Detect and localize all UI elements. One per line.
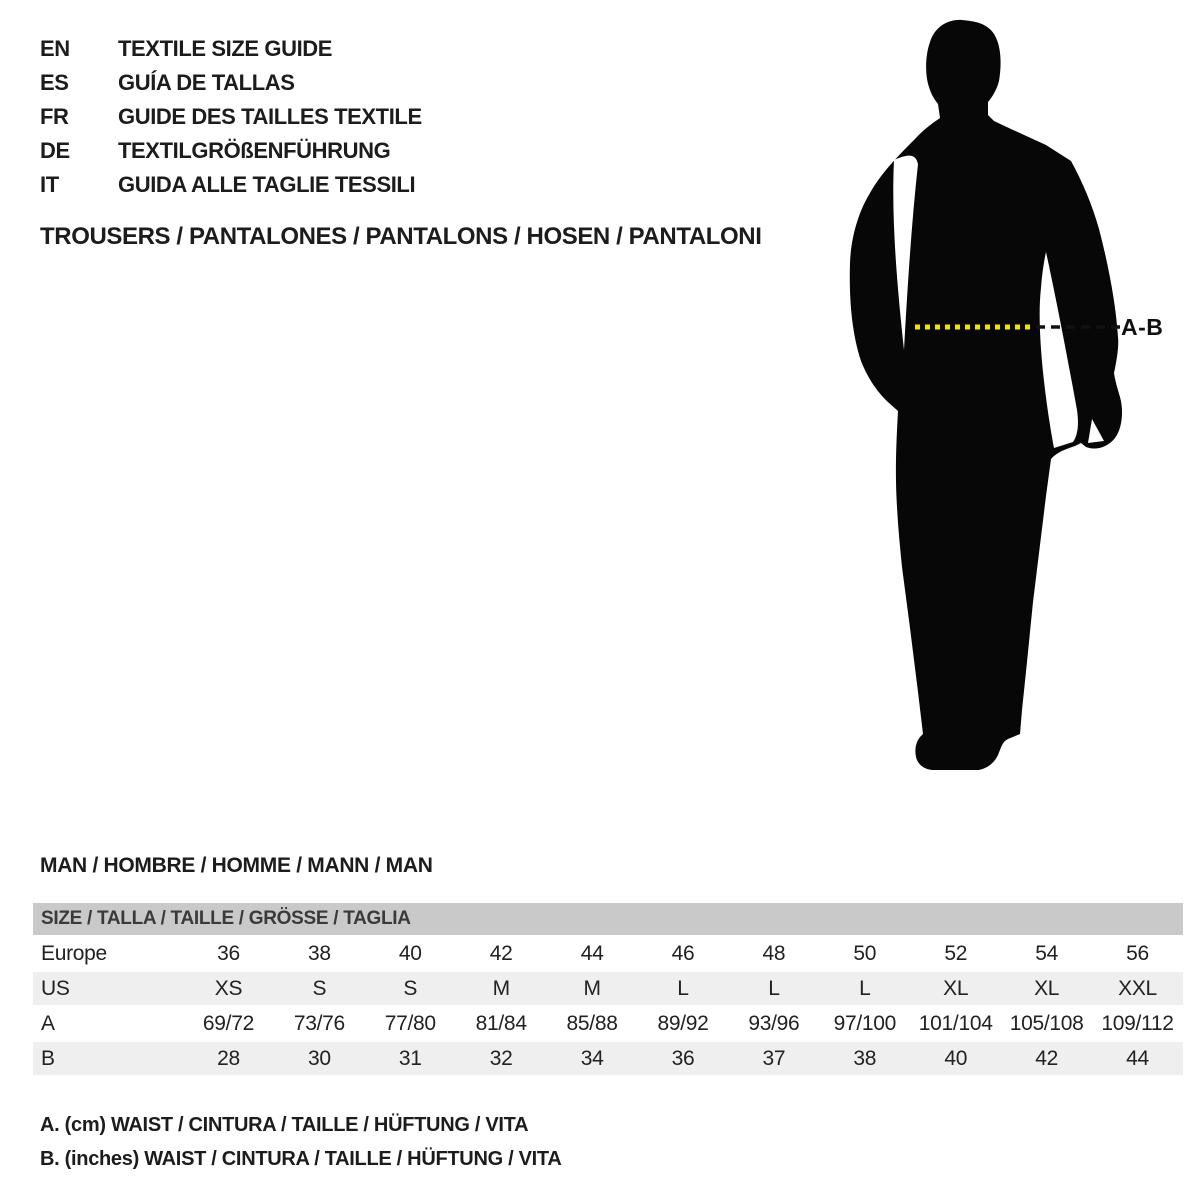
- table-row-europe: [33, 937, 1183, 970]
- table-cell: L: [859, 977, 871, 1000]
- row-label-a: A: [41, 1012, 55, 1035]
- table-cell: 42: [489, 942, 513, 965]
- table-cell: 109/112: [1101, 1012, 1174, 1035]
- product-heading: TROUSERS / PANTALONES / PANTALONS / HOSEN / PANTALONI: [40, 223, 762, 250]
- table-cell: 30: [307, 1047, 331, 1070]
- table-cell: 37: [762, 1047, 786, 1070]
- table-row-us: [33, 972, 1183, 1005]
- table-cell: M: [492, 977, 510, 1000]
- table-cell: XS: [214, 977, 243, 1000]
- table-cell: 34: [580, 1047, 604, 1070]
- table-row-b-inches: [33, 1042, 1183, 1075]
- size-table-header: SIZE / TALLA / TAILLE / GRÖSSE / TAGLIA: [33, 903, 1183, 935]
- table-cell: 38: [853, 1047, 877, 1070]
- table-cell: 56: [1126, 942, 1149, 965]
- language-title-list: [40, 32, 422, 202]
- row-label-europe: Europe: [41, 942, 107, 965]
- footnote-b: B. (inches) WAIST / CINTURA / TAILLE / HÜFTUNG / VITA: [40, 1148, 562, 1170]
- table-cell: L: [768, 977, 780, 1000]
- language-code-it: IT: [40, 172, 59, 197]
- gender-heading: MAN / HOMBRE / HOMME / MANN / MAN: [40, 854, 433, 877]
- table-cell: M: [583, 977, 601, 1000]
- table-cell: 44: [580, 942, 604, 965]
- table-cell: 52: [944, 942, 968, 965]
- table-cell: 85/88: [566, 1012, 618, 1035]
- language-title-en: TEXTILE SIZE GUIDE: [118, 36, 333, 61]
- table-cell: 50: [853, 942, 877, 965]
- table-cell: S: [403, 977, 418, 1000]
- table-cell: S: [312, 977, 327, 1000]
- table-row-a-cm: [33, 1007, 1183, 1040]
- language-row-fr: [40, 100, 422, 134]
- language-title-fr: GUIDE DES TAILLES TEXTILE: [118, 104, 422, 129]
- table-cell: XXL: [1118, 977, 1157, 1000]
- footnote-list: [40, 1108, 562, 1176]
- table-cell: 46: [671, 942, 695, 965]
- language-row-en: [40, 32, 422, 66]
- table-cell: 89/92: [657, 1012, 709, 1035]
- size-table: [33, 903, 1183, 1075]
- table-cell: 77/80: [384, 1012, 436, 1035]
- table-cell: 97/100: [833, 1012, 897, 1035]
- language-code-es: ES: [40, 70, 69, 95]
- language-title-es: GUÍA DE TALLAS: [118, 70, 295, 95]
- table-cell: 54: [1035, 942, 1058, 965]
- row-label-b: B: [41, 1047, 55, 1070]
- language-row-es: [40, 66, 422, 100]
- table-cell: 81/84: [475, 1012, 527, 1035]
- measure-label: A-B: [1121, 314, 1164, 340]
- table-cell: 44: [1126, 1047, 1149, 1070]
- footnote-a: A. (cm) WAIST / CINTURA / TAILLE / HÜFTUNG / VITA: [40, 1114, 529, 1136]
- table-cell: 36: [217, 942, 240, 965]
- language-code-en: EN: [40, 36, 70, 61]
- table-cell: XL: [1034, 977, 1060, 1000]
- man-silhouette-body: [850, 20, 1122, 770]
- table-cell: 31: [398, 1047, 422, 1070]
- table-cell: 32: [489, 1047, 513, 1070]
- table-cell: 38: [307, 942, 331, 965]
- table-cell: 40: [398, 942, 422, 965]
- table-cell: 73/76: [293, 1012, 345, 1035]
- table-cell: 36: [671, 1047, 695, 1070]
- table-cell: 69/72: [202, 1012, 254, 1035]
- table-cell: XL: [943, 977, 969, 1000]
- table-cell: 40: [944, 1047, 968, 1070]
- table-cell: 105/108: [1009, 1012, 1084, 1035]
- language-code-fr: FR: [40, 104, 69, 129]
- language-title-de: TEXTILGRÖßENFÜHRUNG: [118, 138, 391, 163]
- man-silhouette: [830, 0, 1200, 800]
- table-cell: L: [677, 977, 689, 1000]
- language-row-it: [40, 168, 422, 202]
- table-cell: 28: [217, 1047, 240, 1070]
- table-cell: 48: [762, 942, 786, 965]
- language-title-it: GUIDA ALLE TAGLIE TESSILI: [118, 172, 416, 197]
- row-label-us: US: [41, 977, 70, 1000]
- language-row-de: [40, 134, 422, 168]
- language-code-de: DE: [40, 138, 70, 163]
- table-cell: 101/104: [918, 1012, 993, 1035]
- table-cell: 42: [1035, 1047, 1058, 1070]
- table-cell: 93/96: [748, 1012, 800, 1035]
